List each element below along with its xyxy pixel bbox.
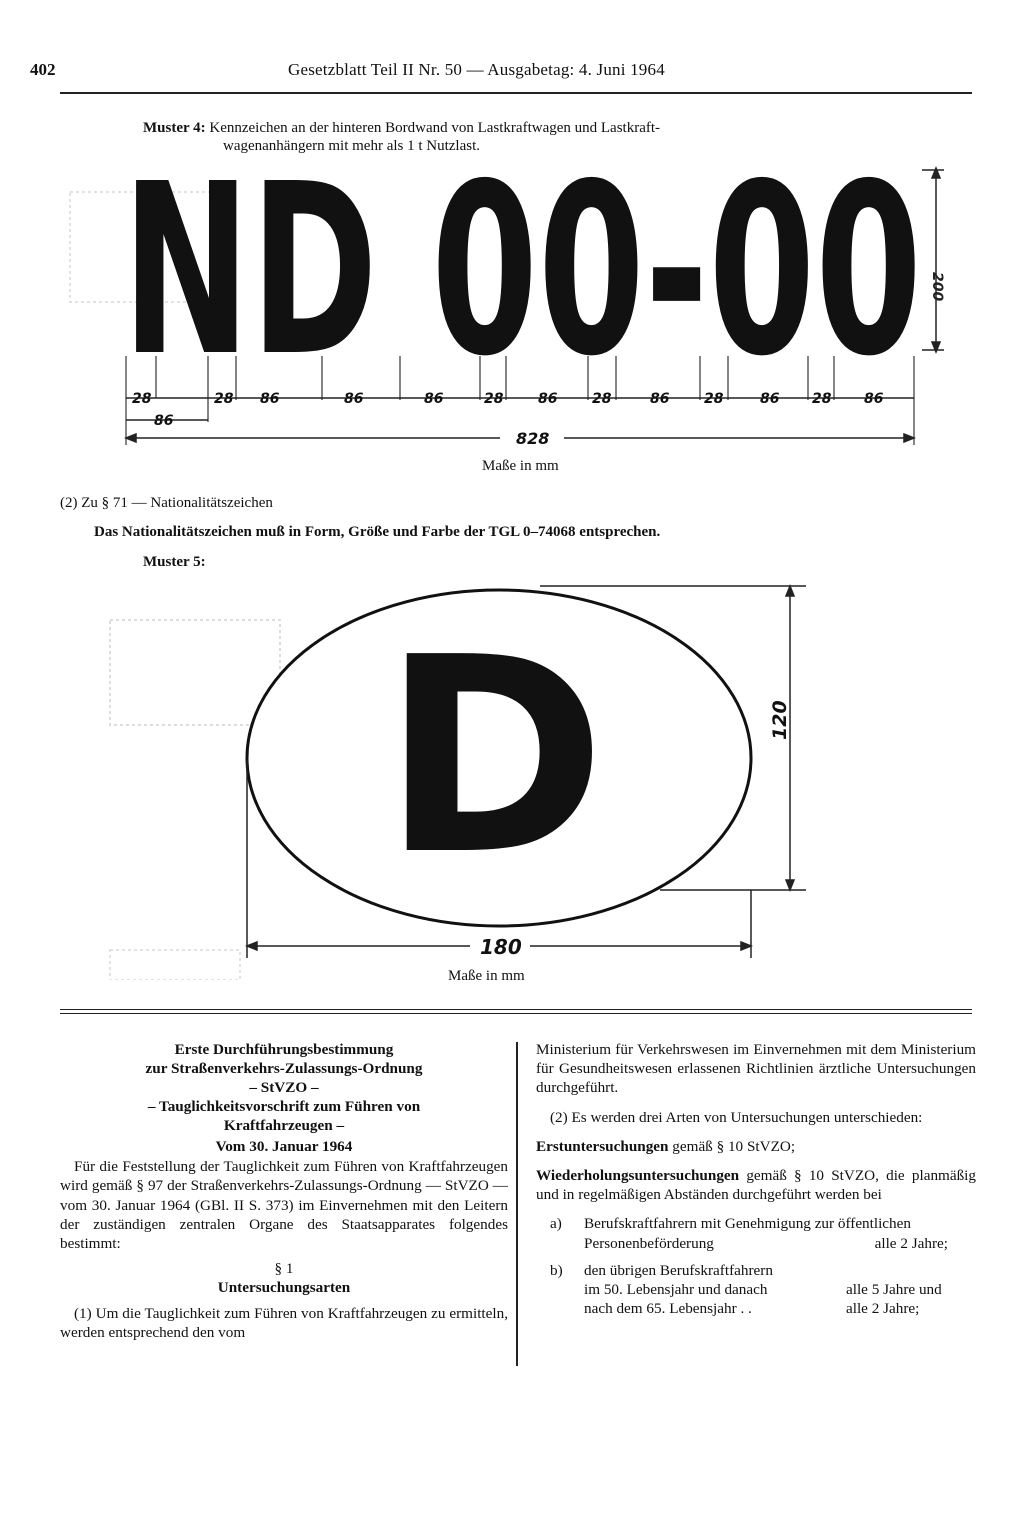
item-a-body [574, 1214, 976, 1252]
section-divider [60, 1009, 972, 1010]
sign-height-label: 120 [769, 700, 791, 740]
item-a-interval: alle 2 Jahre; [874, 1234, 948, 1252]
paragraph-1: (1) Um die Tauglichkeit zum Führen von Kraftfahrzeugen zu ermitteln, werden entsprechend den vom [60, 1304, 508, 1341]
license-plate-figure [60, 160, 960, 470]
nationality-letter: D [381, 599, 607, 914]
item-a-label: a) [550, 1215, 562, 1233]
continued-paragraph: Ministerium für Verkehrswesen im Einvernehmen mit dem Ministerium für Gesundheitswesen erlassenen Richtlinien ärztliche Untersuchungen durchgeführt. [536, 1041, 976, 1097]
item-b-interval: alle 5 Jahre und [846, 1281, 942, 1299]
plate-total-label: 828 [516, 429, 550, 448]
item-b-text: den übrigen Berufskraftfahrern [584, 1261, 773, 1279]
segment-label: 28 [592, 391, 612, 407]
muster4-caption [143, 119, 903, 155]
item-a-text: Berufskraftfahrern mit Genehmigung zur öffentlichen Personenbeförderung [584, 1215, 911, 1252]
muster4-units-caption: Maße in mm [482, 458, 559, 474]
paragraph-title: Untersuchungsarten [217, 1279, 351, 1297]
title-line: – StVZO – [249, 1079, 319, 1096]
column-divider [516, 1042, 518, 1366]
segment-label: 86 [538, 391, 558, 407]
muster5-units-caption: Maße in mm [448, 968, 525, 984]
ghost-outline [110, 950, 240, 980]
segment-label: 28 [484, 391, 504, 407]
running-head: Gesetzblatt Teil II Nr. 50 — Ausgabetag: 4. Juni 1964 [288, 60, 665, 79]
muster4-text-line1: Kennzeichen an der hinteren Bordwand von Lastkraftwagen und Lastkraft- [209, 120, 661, 136]
plate-height-dimension [922, 168, 944, 352]
title-line: Kraftfahrzeugen – [223, 1117, 345, 1134]
segment-label: 28 [214, 391, 234, 407]
item-b-interval: alle 2 Jahre; [846, 1300, 920, 1318]
wiederholung-rest: gemäß § 10 StVZO, die planmäßig und in regelmäßigen Abständen durchgeführt werden bei [536, 1167, 976, 1204]
right-column [536, 1040, 976, 1318]
paragraph-2: (2) Es werden drei Arten von Untersuchungen unterschieden: [550, 1108, 923, 1126]
muster4-label: Muster 4: [143, 120, 206, 136]
erstuntersuchungen-rest: gemäß § 10 StVZO; [668, 1137, 796, 1155]
item-b-condition: nach dem 65. Lebensjahr . . [584, 1300, 752, 1318]
plate-height-label: 200 [929, 272, 945, 302]
segment-label: 86 [260, 391, 280, 407]
segment-label: 86 [760, 391, 780, 407]
item-b-body [574, 1261, 976, 1319]
erstuntersuchungen-term: Erstuntersuchungen [536, 1137, 669, 1155]
muster5-label: Muster 5: [143, 554, 206, 570]
title-line: – Tauglichkeitsvorschrift zum Führen von [147, 1098, 421, 1115]
muster4-text-line2: wagenanhängern mit mehr als 1 t Nutzlast. [223, 138, 481, 154]
item-b [536, 1261, 976, 1319]
header-rule [60, 92, 972, 94]
item-a [536, 1214, 976, 1252]
plate-sub-dimension-label: 86 [154, 413, 174, 429]
sign-width-label: 180 [480, 935, 522, 959]
segment-label: 28 [704, 391, 724, 407]
section2-heading: (2) Zu § 71 — Nationalitätszeichen [60, 495, 273, 511]
section-divider [60, 1013, 972, 1014]
wiederholung-paragraph [536, 1166, 976, 1204]
item-b-label: b) [550, 1261, 563, 1279]
segment-label: 28 [812, 391, 832, 407]
regulation-date: Vom 30. Januar 1964 [215, 1138, 353, 1155]
segment-label: 28 [132, 391, 152, 407]
segment-label: 86 [864, 391, 884, 407]
item-b-row [584, 1299, 976, 1318]
item-b-row [584, 1280, 976, 1299]
segment-label: 86 [650, 391, 670, 407]
item-b-condition: im 50. Lebensjahr und danach [584, 1281, 768, 1299]
ghost-outline [110, 620, 280, 725]
page-number: 402 [30, 60, 56, 79]
nationality-sign-figure [60, 560, 960, 980]
wiederholung-term: Wiederholungsuntersuchungen [536, 1167, 740, 1185]
intro-paragraph: Für die Feststellung der Tauglichkeit zum Führen von Kraftfahrzeugen wird gemäß § 97 der Straßenverkehrs-Zulassungs-Ordnung — StVZO — vom 30. Januar 1964 (GBl. II S. 373) im Einvernehmen mit den Leitern der zuständigen zentralen Organe des Staatsapparates folgendes bestimmt: [60, 1158, 508, 1253]
segment-label: 86 [344, 391, 364, 407]
paragraph-number: § 1 [274, 1260, 294, 1278]
plate-text: ND 00-00 [122, 160, 922, 408]
regulation-title [60, 1040, 508, 1135]
section2-sentence: Das Nationalitätszeichen muß in Form, Größe und Farbe der TGL 0–74068 entsprechen. [94, 524, 661, 540]
left-column [60, 1040, 508, 1342]
segment-label: 86 [424, 391, 444, 407]
title-line: Erste Durchführungsbestimmung [174, 1041, 394, 1058]
erstuntersuchungen-line [536, 1137, 976, 1156]
title-line: zur Straßenverkehrs-Zulassungs-Ordnung [145, 1060, 423, 1077]
